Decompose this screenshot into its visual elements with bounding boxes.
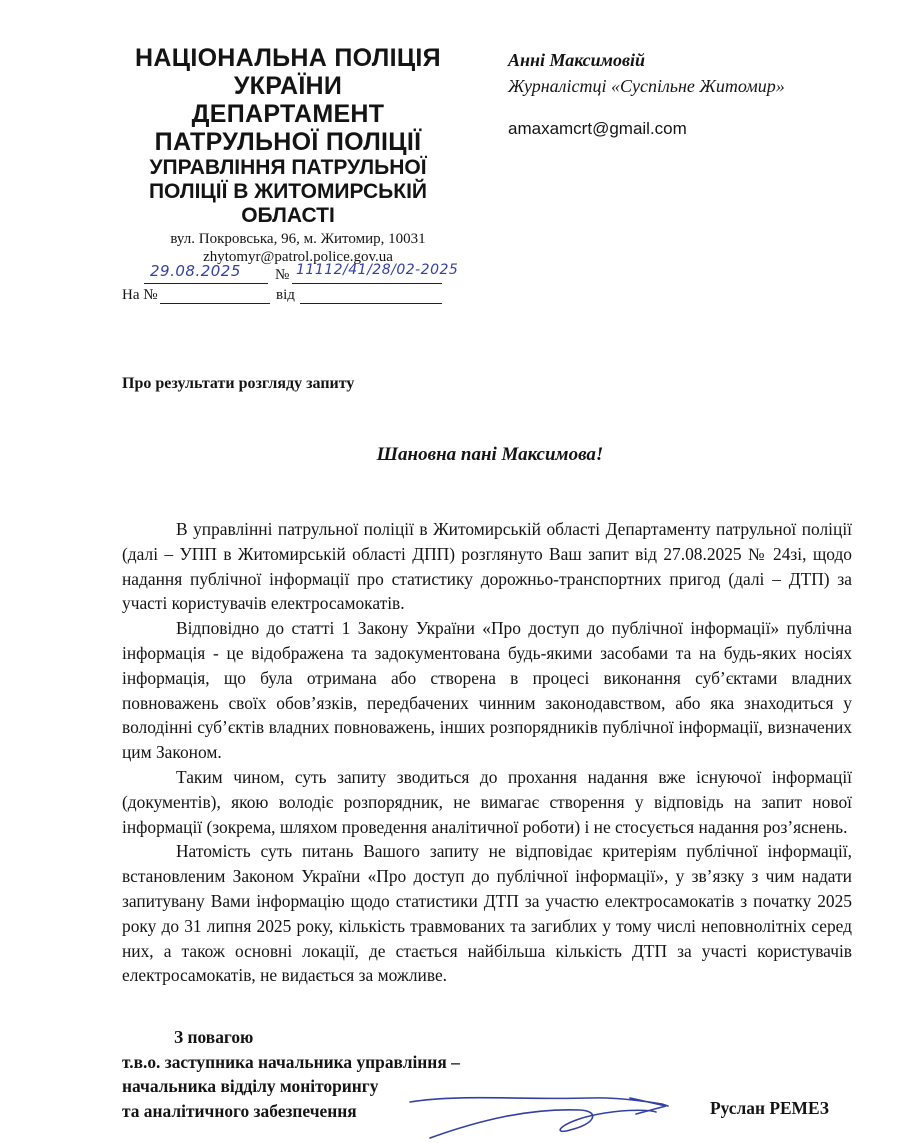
letter-greeting: Шановна пані Максимова! (376, 444, 604, 465)
org-name (108, 44, 468, 156)
body-paragraph: Відповідно до статті 1 Закону України «Про доступ до публічної інформації» публічна інформація - це відображена та задокументована будь-якими засобами та на будь-яких носіях інформація, що була отримана або створена в процесі виконання суб’єктами владних повноважень своїх обов’язків, передбачених чинним законодавством, або яка знаходиться у володінні суб’єктів владних повноважень, інших розпорядників публічної інформації, визначених цим Законом. (122, 618, 852, 763)
outgoing-date: 29.08.2025 (150, 262, 241, 280)
number-underline (292, 283, 442, 284)
letter-body (122, 517, 852, 988)
addressee-email: amaxamcrt@gmail.com (508, 119, 687, 138)
body-paragraph: В управлінні патрульної поліції в Житомирській області Департаменту патрульної поліції (далі – УПП в Житомирській області ДПП) розглянуто Ваш запит від 27.08.2025 № 24зі, щодо надання публічної інформації про статистику дорожньо-транспортних пригод (далі – ДТП) за участі користувачів електросамокатів. (122, 519, 852, 614)
closing-text: З повагою (174, 1027, 254, 1047)
addressee-position: Журналістці «Суспільне Житомир» (508, 76, 785, 96)
unit-line: УПРАВЛІННЯ ПАТРУЛЬНОЇ (149, 156, 427, 179)
from-label: від (276, 287, 295, 303)
signer-title-line: та аналітичного забезпечення (122, 1100, 357, 1121)
outgoing-number: 11112/41/28/02-2025 (296, 262, 459, 278)
org-line: ДЕПАРТАМЕНТ (191, 100, 385, 128)
reply-number-underline (160, 303, 270, 304)
handwritten-signature (400, 1080, 700, 1143)
number-label: № (275, 267, 290, 283)
unit-line: ОБЛАСТІ (241, 204, 335, 227)
letter-subject: Про результати розгляду запиту (122, 375, 355, 392)
signer-title-line: начальника відділу моніторингу (122, 1076, 379, 1096)
org-address: вул. Покровська, 96, м. Житомир, 10031 (170, 231, 426, 247)
body-paragraph: Таким чином, суть запиту зводиться до прохання надання вже існуючої інформації (документів), якою володіє розпорядник, не вимагає створення у відповідь на запит нової інформації (зокрема, шляхом проведення аналітичної роботи) і не стосується надання роз’яснень. (122, 766, 852, 837)
unit-name (108, 156, 468, 228)
org-line: ПАТРУЛЬНОЇ ПОЛІЦІЇ (154, 128, 422, 156)
addressee-name: Анні Максимовій (508, 50, 646, 70)
unit-line: ПОЛІЦІЇ В ЖИТОМИРСЬКІЙ (148, 180, 428, 203)
signer-title-line: т.в.о. заступника начальника управління – (122, 1051, 460, 1072)
reply-to-label: На № (122, 287, 158, 303)
org-line: НАЦІОНАЛЬНА ПОЛІЦІЯ (135, 44, 441, 72)
org-line: УКРАЇНИ (233, 72, 343, 100)
body-paragraph: Натомість суть питань Вашого запиту не відповідає критеріям публічної інформації, встановленим Законом України «Про доступ до публічної інформації», у зв’язку з чим надати запитувану Вами інформацію щодо статистики ДТП за участю електросамокатів з початку 2025 року до 31 липня 2025 року, кількість травмованих та загиблих у тому числі неповнолітніх серед них, а також основні локації, де стається найбільша кількість ДТП за участі користувачів електросамокатів, не видається за можливе. (122, 841, 852, 986)
reply-date-underline (300, 303, 442, 304)
date-underline (144, 283, 268, 284)
signer-name: Руслан РЕМЕЗ (710, 1098, 829, 1118)
org-email: zhytomyr@patrol.police.gov.ua (203, 249, 393, 265)
addressee-block (508, 47, 785, 99)
